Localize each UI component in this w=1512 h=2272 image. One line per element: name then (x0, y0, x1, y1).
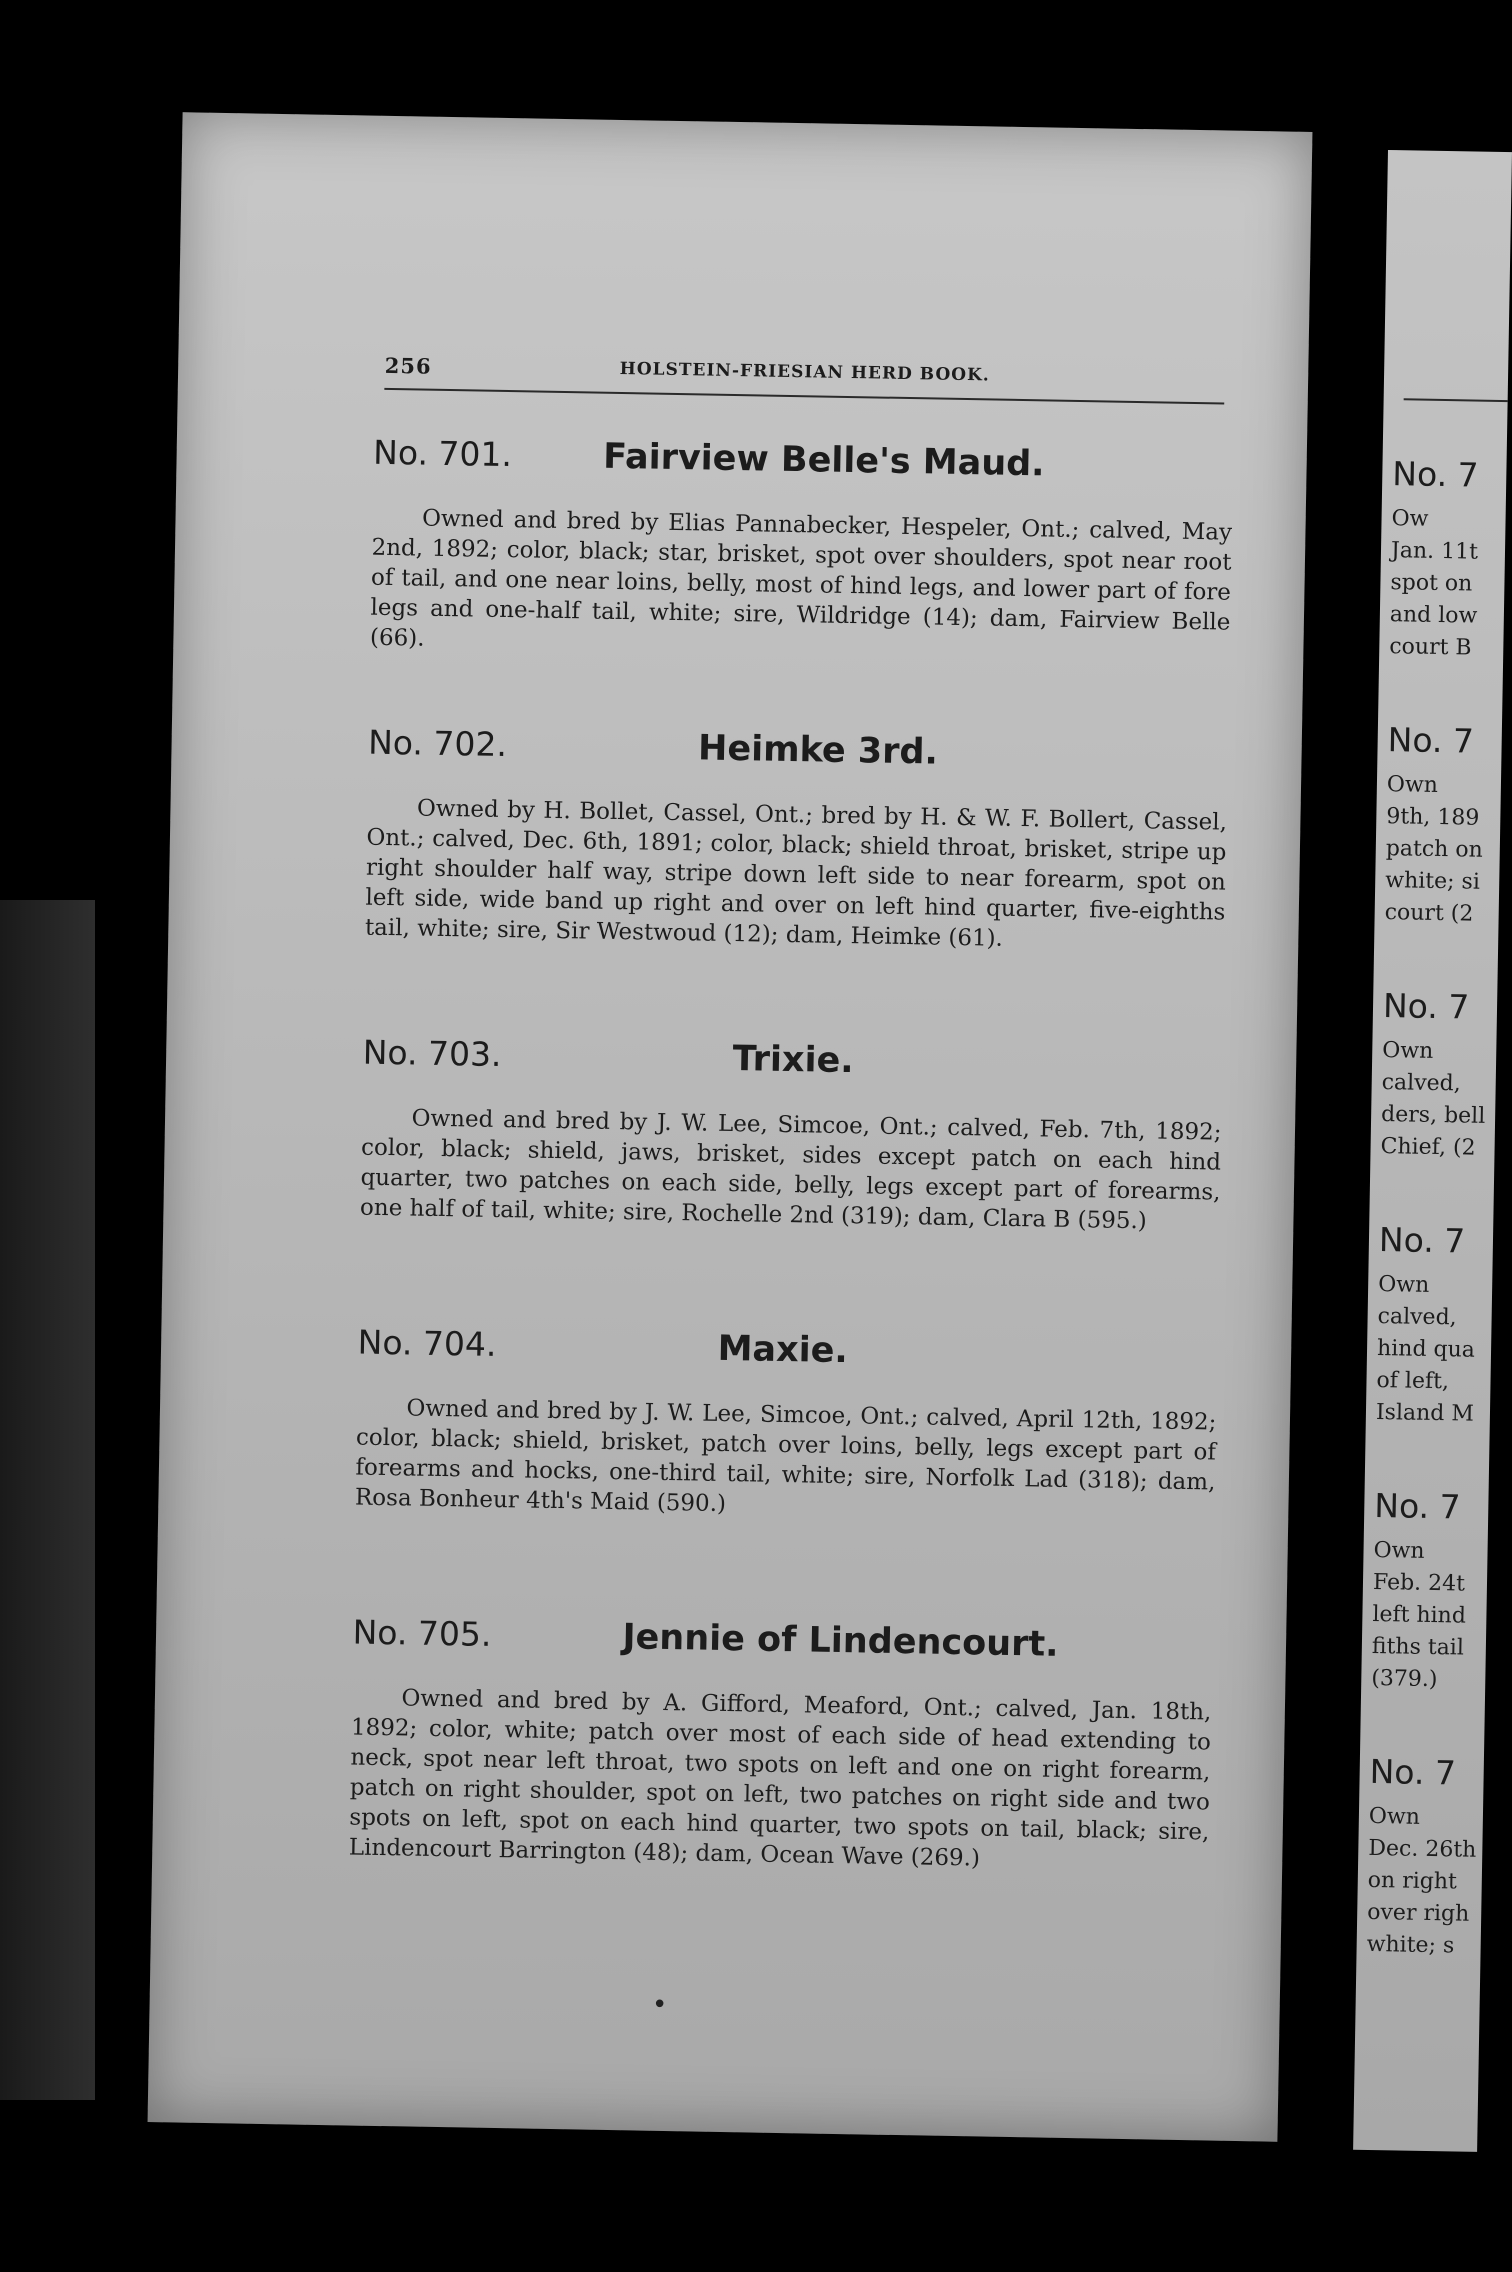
facing-text-line: Own (1377, 1272, 1430, 1298)
facing-text-line: of left, (1376, 1367, 1450, 1395)
entry-name: Maxie. (717, 1328, 849, 1372)
facing-text-line: patch on (1385, 836, 1483, 863)
entry-703 (360, 1033, 1223, 1238)
facing-text-line: calved, (1377, 1303, 1457, 1331)
facing-page-lines (1366, 150, 1512, 1959)
entry-name: Trixie. (732, 1039, 854, 1082)
facing-text-line: on right (1367, 1867, 1458, 1895)
entry-name: Heimke 3rd. (697, 728, 939, 773)
entry-701 (370, 433, 1234, 668)
facing-page-rule (1404, 398, 1512, 402)
entry-number: No. 701. (372, 432, 513, 475)
facing-entry-number: No. 7 (1378, 1220, 1466, 1261)
facing-text-line: ders, bell (1380, 1102, 1486, 1129)
facing-text-line: Own (1382, 1038, 1434, 1064)
entry-702 (365, 723, 1229, 958)
entry-body: Owned and bred by J. W. Lee, Simcoe, Ont.; calved, Feb. 7th, 1892; color, black; shield, jaws, brisket, sides except patch on each hind quarter, two patches on each side, belly, legs except part of forearms, one half of tail, white; sire, Rochelle 2nd (319); dam, Clara B (595.) (359, 1105, 1222, 1235)
facing-text-line: left hind (1372, 1601, 1467, 1629)
facing-text-line: Jan. 11t (1390, 538, 1479, 565)
facing-text-line: fiths tail (1371, 1633, 1465, 1661)
scan-shadow (0, 900, 95, 2100)
facing-entry-number: No. 7 (1374, 1485, 1461, 1527)
page-number: 256 (384, 352, 432, 379)
facing-page-fragment (1353, 150, 1512, 2152)
entry-name: Jennie of Lindencourt. (622, 1617, 1059, 1665)
facing-entry-number: No. 7 (1369, 1751, 1457, 1793)
facing-text-line: over righ (1367, 1899, 1470, 1927)
entry-body: Owned and bred by Elias Pannabecker, Hespeler, Ont.; calved, May 2nd, 1892; color, black; star, brisket, spot over shoulders, spot near root of tail, and one near loins, belly, most of hind legs, and lower part of fore legs and one-half tail, white; sire, Wildridge (14); dam, Fairview Belle (66). (369, 505, 1233, 652)
facing-text-line: and low (1389, 602, 1478, 629)
entry-704 (355, 1323, 1218, 1528)
entry-number: No. 704. (357, 1322, 497, 1364)
facing-text-line: Dec. 26th (1368, 1835, 1477, 1863)
entry-body: Owned and bred by J. W. Lee, Simcoe, Ont.; calved, April 12th, 1892; color, black; shield, brisket, patch over loins, belly, legs except part of forearms and hocks, one-third tail, white; sire, Norfolk Lad (318); dam, Rosa Bonheur 4th's Maid (590.) (354, 1395, 1217, 1518)
facing-entry-number: No. 7 (1382, 986, 1470, 1027)
entry-body: Owned and bred by A. Gifford, Meaford, Ont.; calved, Jan. 18th, 1892; color, white; patch over most of each side of head extending to neck, spot near left throat, two spots on left and one on right forearm, patch on right shoulder, spot on left, two patches on right side and two spots on left, spot on each hind quarter, two spots on tail, black; sire, Lindencourt Barrington (48); dam, Ocean Wave (269.) (348, 1685, 1212, 1872)
facing-text-line: court (2 (1384, 900, 1474, 927)
facing-text-line: 9th, 189 (1386, 804, 1480, 831)
entry-number: No. 703. (362, 1032, 502, 1075)
facing-text-line: Own (1368, 1803, 1421, 1830)
facing-text-line: Feb. 24t (1372, 1569, 1466, 1597)
facing-text-line: Chief, (2 (1380, 1134, 1476, 1161)
facing-text-line: Ow (1391, 506, 1429, 532)
facing-text-line: Own (1386, 772, 1439, 798)
facing-text-line: (379.) (1371, 1665, 1438, 1693)
entry-body: Owned by H. Bollet, Cassel, Ont.; bred by H. & W. F. Bollert, Cassel, Ont.; calved, Dec. 6th, 1891; color, black; shield throat, brisket, stripe up right shoulder half way, stripe down left side to near forearm, spot on left side, wide band up right and over on left hind quarter, five-eighths tail, white; sire, Sir Westwoud (12); dam, Heimke (61). (364, 795, 1228, 952)
header-title: HOLSTEIN-FRIESIAN HERD BOOK. (619, 358, 990, 386)
entry-705 (349, 1613, 1213, 1878)
entry-number: No. 702. (367, 722, 508, 765)
facing-text-line: calved, (1381, 1070, 1461, 1097)
facing-text-line: white; s (1366, 1931, 1455, 1959)
facing-text-line: Island M (1375, 1399, 1475, 1427)
facing-text-line: white; si (1385, 868, 1481, 895)
facing-text-line: Own (1373, 1537, 1425, 1564)
facing-text-line: court B (1389, 634, 1472, 661)
entry-number: No. 705. (352, 1612, 492, 1654)
facing-text-line: spot on (1390, 570, 1473, 597)
entry-name: Fairview Belle's Maud. (602, 436, 1045, 485)
facing-entry-number: No. 7 (1387, 720, 1475, 761)
facing-entry-number: No. 7 (1392, 454, 1479, 495)
facing-text-line: hind qua (1376, 1335, 1476, 1363)
ink-speck: • (652, 1990, 668, 2020)
